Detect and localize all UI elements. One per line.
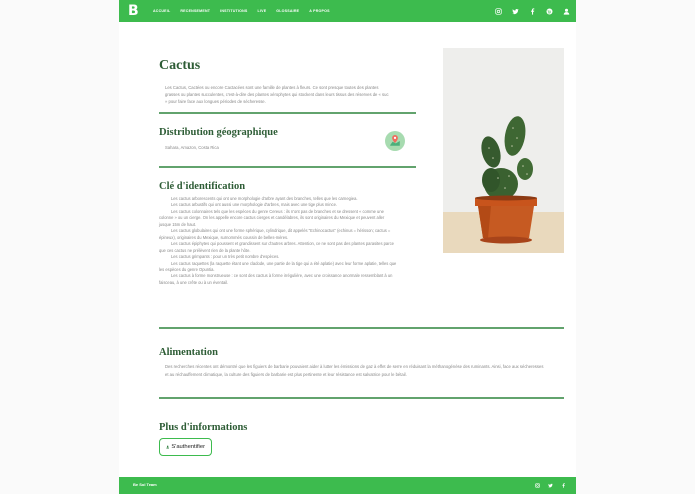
main-nav [153, 0, 340, 22]
cactus-photo [443, 48, 564, 253]
user-icon[interactable] [562, 7, 570, 15]
identification-list [159, 196, 397, 286]
identification-item: Les cactus colonnaires tels que les espèces du genre Cereus : ils n'ont pas de branches et se dressent « comme une colonne » ou un cierge. On les appelle encore cactus cierges et candélabres, ils sont originaires du Mexique et peuvent aller jusque 15m de haut. [159, 208, 385, 227]
top-navbar [119, 0, 576, 22]
identification-item: Les cactus à forme monstrueuse : ce sont des cactus à forme irrégulière, avec une croissance anormale ressemblant à un faisceau, à une crête ou à un éventail. [159, 273, 393, 285]
twitter-icon[interactable] [511, 7, 519, 15]
identification-item: Les cactus raquettes (la raquette étant une cladode, une partie de la tige qui a été aplatie) avec leur forme aplatie, telles que les espèces du genre Opuntia. [159, 260, 397, 272]
identification-item: Les cactus arbustifs qui ont aussi une morphologie d'arbres, mais avec une tige plus mince. [171, 202, 337, 208]
nav-accueil[interactable]: ACCUEIL [153, 9, 171, 13]
identification-heading: Clé d'identification [159, 181, 246, 192]
instagram-icon[interactable] [535, 483, 540, 488]
nav-a-propos[interactable]: A PROPOS [309, 9, 330, 13]
header-social-links [485, 0, 570, 22]
page-title: Cactus [159, 58, 201, 73]
map-pin-icon[interactable] [385, 131, 405, 151]
wordpress-icon[interactable] [545, 7, 553, 15]
divider [159, 166, 416, 168]
divider [159, 327, 564, 329]
more-info-heading: Plus d'informations [159, 422, 248, 433]
identification-item: Les cactus arborescents qui ont une morphologie d'arbre ayant des branches, telles que les carnegiea. [171, 196, 358, 201]
nav-live[interactable]: LIVE [257, 9, 267, 13]
user-icon [166, 443, 169, 451]
distribution-places: Sahara, Amazon, Costa Rica [165, 145, 219, 150]
instagram-icon[interactable] [494, 7, 502, 15]
right-gutter [576, 0, 695, 494]
distribution-heading: Distribution géographique [159, 127, 278, 138]
divider [159, 112, 416, 114]
left-gutter [0, 0, 119, 494]
nav-glossaire[interactable]: GLOSSAIRE [276, 9, 300, 13]
footer-social-links [527, 477, 566, 494]
page-container [119, 0, 576, 494]
footer-brand: Be Sol Team [133, 482, 157, 487]
intro-text: Les Cactus, Cactées ou encore Cactacées sont une famille de plantes à fleurs. Ce sont presque toutes des plantes grasses ou plantes succulentes, c'est-à-dire des plantes xérophytes qui stockent dans leurs tissus des réserves de « suc » pour faire face aux longues périodes de sécheresse. [165, 85, 389, 104]
login-button-label: S'authentifier [171, 444, 205, 450]
twitter-icon[interactable] [548, 483, 553, 488]
footer [119, 477, 576, 494]
facebook-icon[interactable] [561, 483, 566, 488]
facebook-icon[interactable] [528, 7, 536, 15]
feeding-heading: Alimentation [159, 347, 218, 358]
divider [159, 397, 564, 399]
feeding-text: Des recherches récentes ont démontré que les figuiers de barbarie pouvaient aider à lutter les émissions de gaz à effet de serre en réduisant la méthanogénèse des ruminants. Ainsi, face aux sécheresses et au réchauffement climatique, la culture des figuiers de barbarie est plus pertinente et leur résistance est salvatrice pour le bétail. [165, 364, 544, 377]
login-button[interactable] [159, 438, 212, 456]
identification-item: Les cactus globulaires qui ont une forme sphérique, cylindrique, dit appelés "Echinocactus" (echinus = hérisson; cactus = épineux), originaires du Mexique, surnommés coussin de belles-mères. [159, 228, 391, 240]
identification-item: Les cactus épiphytes qui poussent et grandissent sur d'autres arbres. Attention, ce ne sont pas des plantes parasites parce que ces cactus ne prélèvent rien de la plante hôte. [159, 241, 394, 253]
identification-item: Les cactus grimpants : pour un très petit nombre d'espèces. [171, 254, 280, 260]
nav-institutions[interactable]: INSTITUTIONS [220, 9, 248, 13]
nav-recensement[interactable]: RECENSEMENT [180, 9, 211, 13]
logo[interactable]: B [128, 3, 139, 19]
